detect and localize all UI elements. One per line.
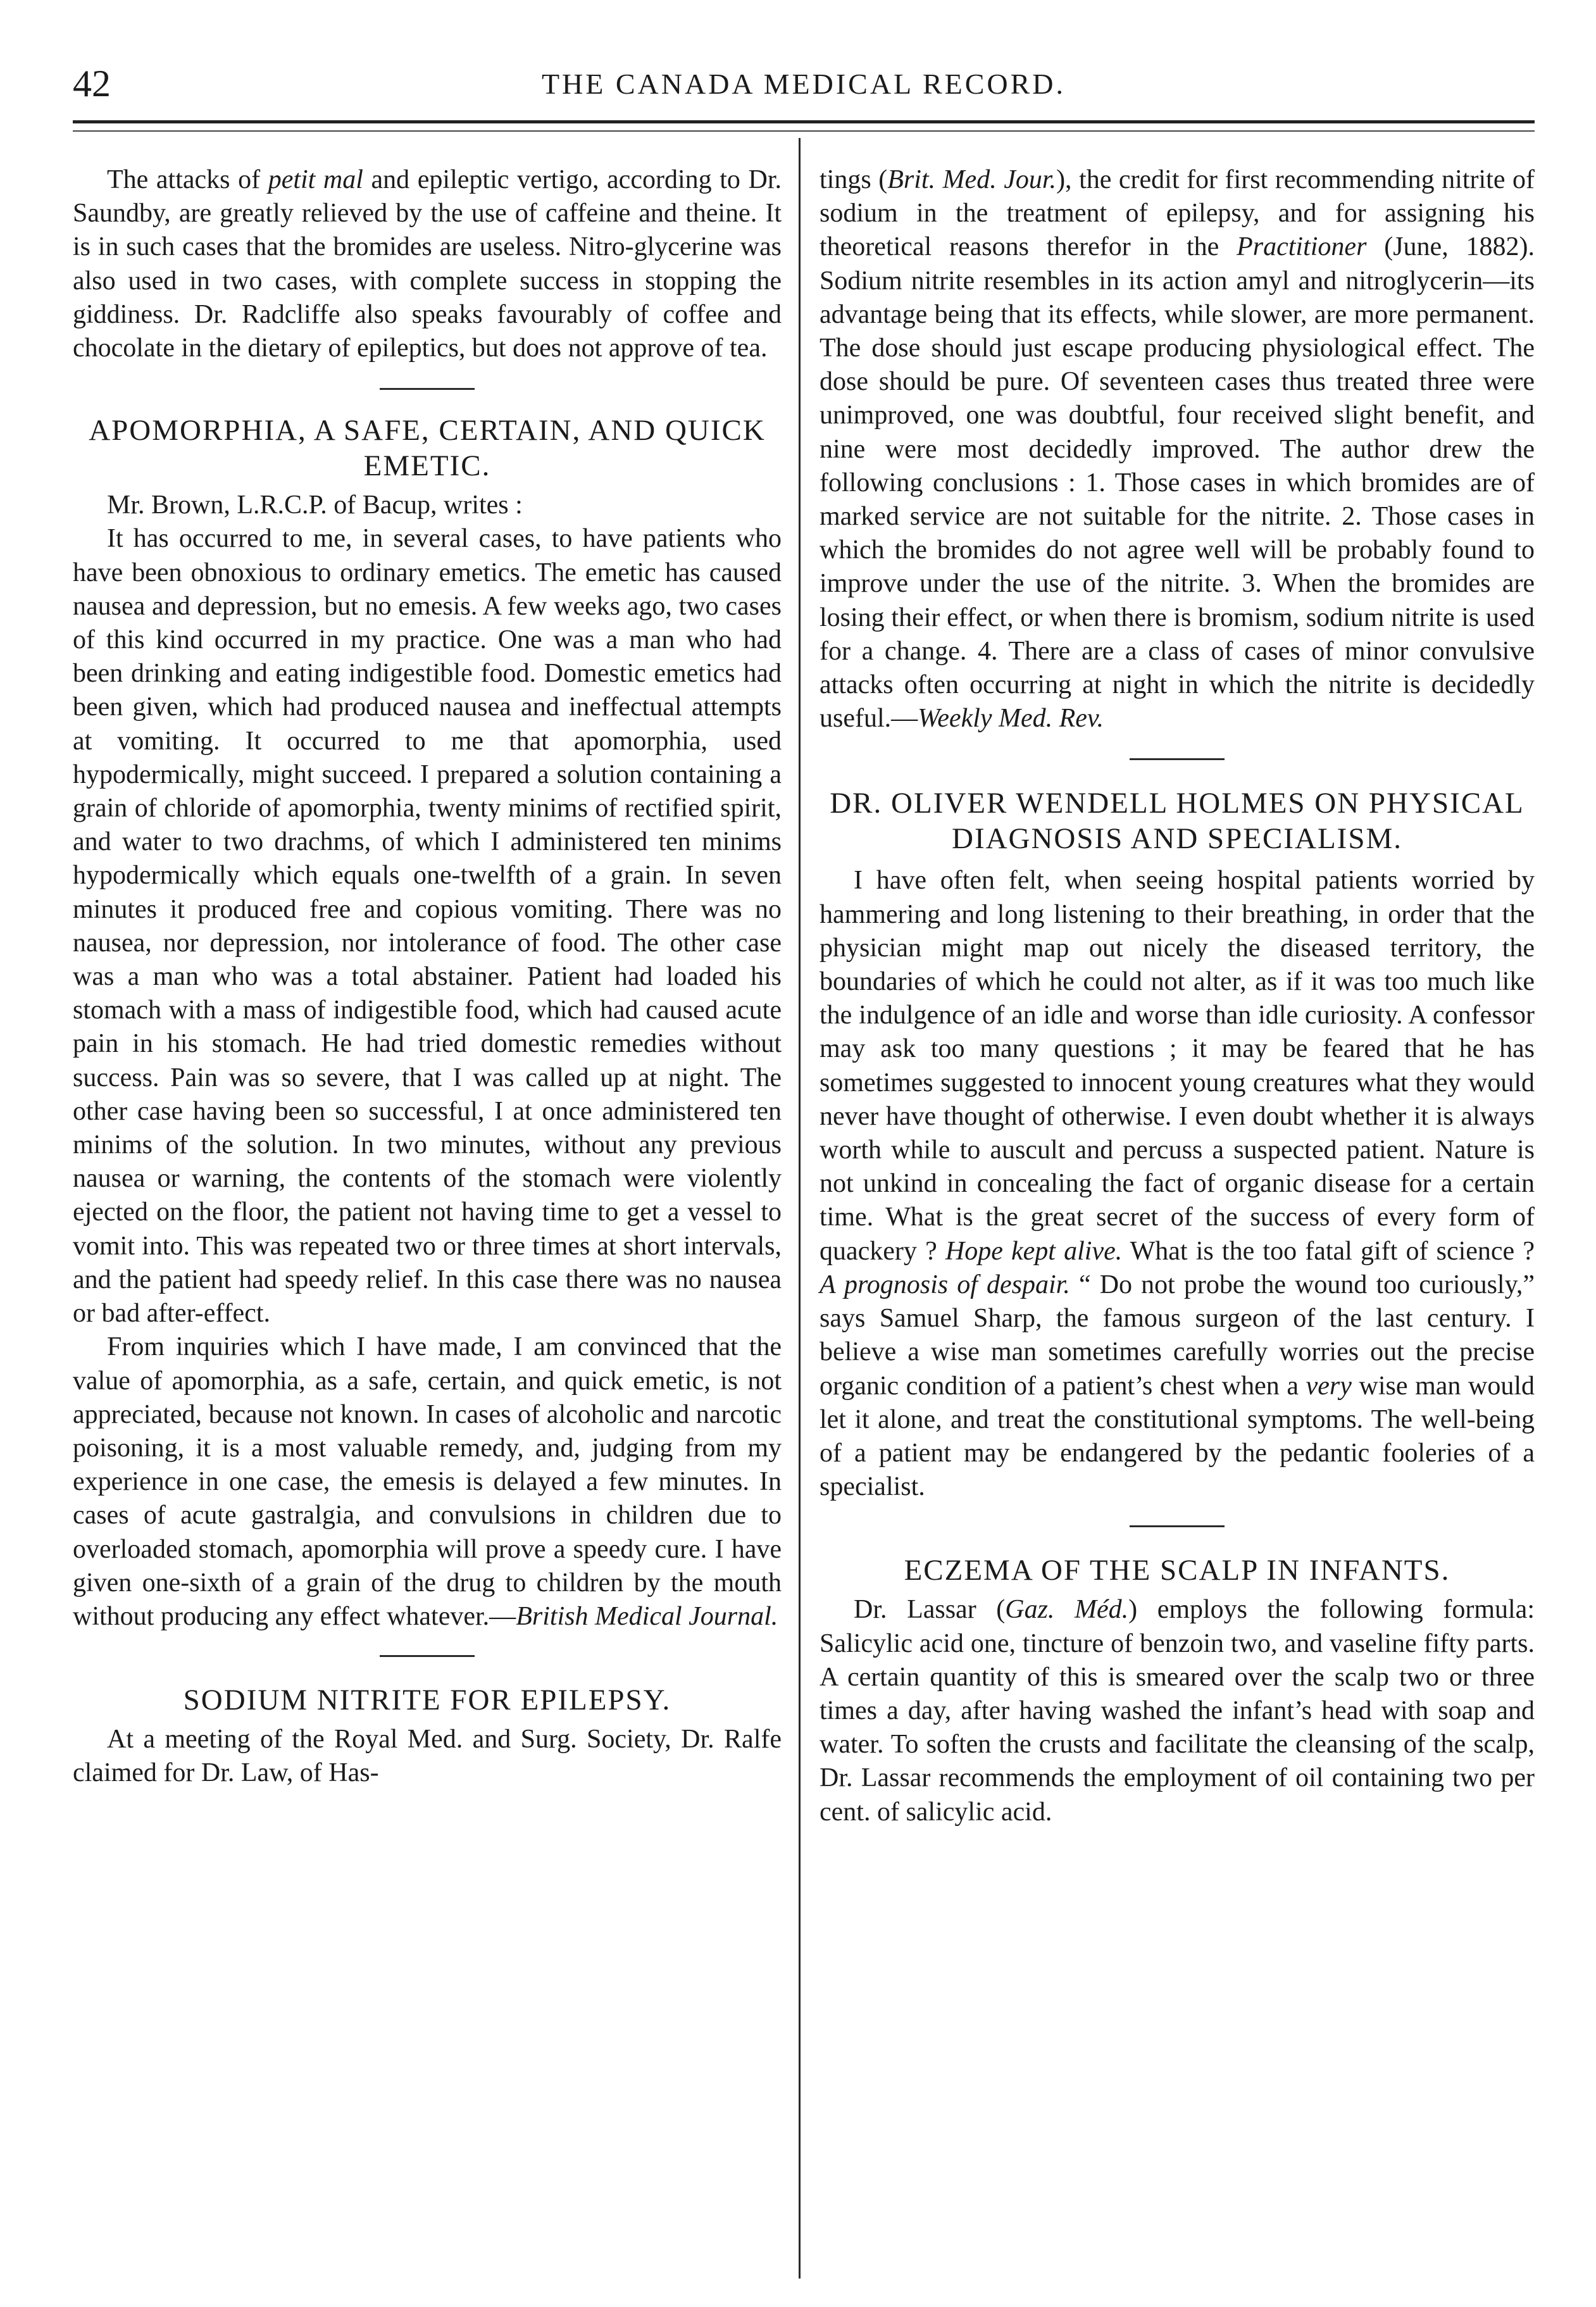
text-run: “ Do not probe the wound too curiously,” says Samuel Sharp, the famous surgeon of the last century. I believe a wise man sometimes carefully worries out the precise organic condition of a patient’s chest when a [820, 1270, 1535, 1401]
heading-sodium-nitrite: SODIUM NITRITE FOR EPILEPSY. [183, 1684, 671, 1717]
header-rule-thick [73, 120, 1535, 123]
text-run: and epileptic vertigo, according to Dr. Saundby, are greatly relieved by the use of caffeine and theine. It is in such cases that the bromides are useless. Nitro-glycerine was also used in two cases, with complete success in stopping the giddiness. Dr. Radcliffe also speaks favourably of coffee and chocolate in the dietary of epileptics, but does not approve of tea. [73, 165, 782, 363]
paragraph-caffeine [73, 163, 782, 365]
text-run: (June, 1882). Sodium nitrite resembles in its action amyl and nitroglycerin—its advantage being that its effects, while slower, are more permanent. The dose should just escape producing physiological effect. The dose should be pure. Of seventeen cases thus treated three were unimproved, one was doubtful, four received slight benefit, and nine were most decidedly improved. The author drew the following conclusions : 1. Those cases in which bromides are of marked service are not suitable for the nitrite. 2. Those cases in which the bromides do not agree well will be probably found to improve under the use of the nitrite. 3. When the bromides are losing their effect, or when there is bromism, sodium nitrite is used for a change. 4. There are a class of cases of minor convulsive attacks often occurring at night in which the nitrite is decidedly useful.— [820, 232, 1535, 734]
italic-text: A prognosis of despair. [820, 1270, 1070, 1299]
italic-text: Weekly Med. Rev. [918, 704, 1104, 734]
right-column [820, 163, 1535, 1829]
paragraph-holmes [820, 864, 1535, 1504]
header-rule-thin [73, 130, 1535, 132]
paragraph-apomorphia-inquiries [73, 1330, 782, 1634]
text-run: Mr. Brown, L.R.C.P. of Bacup, writes : [107, 491, 523, 520]
italic-text: Hope kept alive. [945, 1236, 1123, 1266]
heading-eczema: ECZEMA OF THE SCALP IN INFANTS. [904, 1554, 1450, 1587]
text-run: At a meeting of the Royal Med. and Surg. Society, Dr. Ralfe claimed for Dr. Law, of Has- [73, 1725, 782, 1788]
text-run: tings ( [820, 165, 888, 194]
paragraph-brown-writes [73, 489, 782, 522]
left-column [73, 163, 782, 1791]
text-run: From inquiries which I have made, I am convinced that the value of apomorphia, as a safe, certain, and quick emetic, is not appreciated, because not known. In cases of alcoholic and narcotic poisoning, it is a most valuable remedy, and, judging from my experience in one case, the emesis is delayed a few minutes. In cases of acute gastralgia, and convulsions in children due to overloaded stomach, apomorphia will prove a speedy cure. I have given one-sixth of a grain of the drug to children by the mouth without producing any effect whatever.— [73, 1332, 782, 1631]
text-run: ) employs the following formula: Salicylic acid one, tincture of benzoin two, and vaseline fifty parts. A certain quantity of this is smeared over the scalp two or three times a day, after having washed the infant’s head with soap and water. To soften the crusts and facilitate the cleansing of the scalp, Dr. Lassar recommends the employment of oil containing two per cent. of salicylic acid. [820, 1595, 1535, 1827]
paragraph-apomorphia-cases [73, 522, 782, 1330]
page-header [73, 58, 1535, 109]
paragraph-sodium-meeting [73, 1723, 782, 1790]
page-number: 42 [73, 63, 111, 104]
heading-holmes: DR. OLIVER WENDELL HOLMES ON PHYSICAL DIAGNOSIS AND SPECIALISM. [830, 787, 1524, 856]
italic-text: Gaz. Méd. [1005, 1595, 1129, 1625]
italic-text: British Medical Journal. [516, 1601, 778, 1631]
italic-text: Brit. Med. Jour. [887, 165, 1057, 194]
text-run: wise man would let it alone, and treat the constitutional symptoms. The well-being of a patient may be endangered by the pedantic fooleries of a specialist. [820, 1371, 1535, 1502]
column-divider [799, 138, 801, 2279]
text-run: I have often felt, when seeing hospital patients worried by hammering and long listening to their breathing, in order that the physician might map out nicely the diseased territory, the boundaries of which he could not alter, as if it was too much like the indulgence of an idle and worse than idle curiosity. A confessor may ask too many questions ; it may be feared that he has sometimes suggested to innocent young creatures what they would never have thought of otherwise. I even doubt whether it is always worth while to auscult and percuss a suspected patient. Nature is not unkind in concealing the fact of organic disease for a certain time. What is the great secret of the success of every form of quackery ? [820, 866, 1535, 1266]
heading-apomorphia: APOMORPHIA, A SAFE, CERTAIN, AND QUICK EMETIC. [89, 414, 766, 483]
text-run: It has occurred to me, in several cases, to have patients who have been obnoxious to ordinary emetics. The emetic has caused nausea and depression, but no emesis. A few weeks ago, two cases of this kind occurred in my practice. One was a man who had been drinking and eating indigestible food. Domestic emetics had been given, which had produced nausea and ineffectual attempts at vomiting. It occurred to me that apomorphia, used hypodermically, might succeed. I prepared a solution containing a grain of chloride of apomorphia, twenty minims of rectified spirit, and water to two drachms, of which I administered ten minims hypodermically which equals one-twelfth of a grain. In seven minutes it produced free and copious vomiting. There was no nausea, nor depression, nor intolerance of food. The other case was a man who was a total abstainer. Patient had loaded his stomach with a mass of indigestible food, which had caused acute pain in his stomach. He had tried domestic remedies without success. Pain was so severe, that I was called up at night. The other case having been so successful, I at once administered ten minims of the solution. In two minutes, without any previous nausea or warning, the contents of the stomach were violently ejected on the floor, the patient not having time to get a vessel to vomit into. This was repeated two or three times at short intervals, and the patient had speedy relief. In this case there was no nausea or bad after-effect. [73, 524, 782, 1329]
text-run: ), the credit for first recommending nitrite of sodium in the treatment of epilepsy, and for assigning his theoretical reasons therefor in the [820, 165, 1535, 262]
text-run: Dr. Lassar ( [854, 1595, 1006, 1625]
text-run: What is the too fatal gift of science ? [1122, 1236, 1535, 1266]
italic-text: petit mal [268, 165, 363, 194]
italic-text: very [1306, 1371, 1352, 1401]
running-title: THE CANADA MEDICAL RECORD. [541, 68, 1066, 100]
paragraph-sodium-continued [820, 163, 1535, 735]
italic-text: Practitioner [1237, 232, 1367, 262]
text-run: The attacks of [107, 165, 268, 194]
paragraph-lassar [820, 1593, 1535, 1829]
